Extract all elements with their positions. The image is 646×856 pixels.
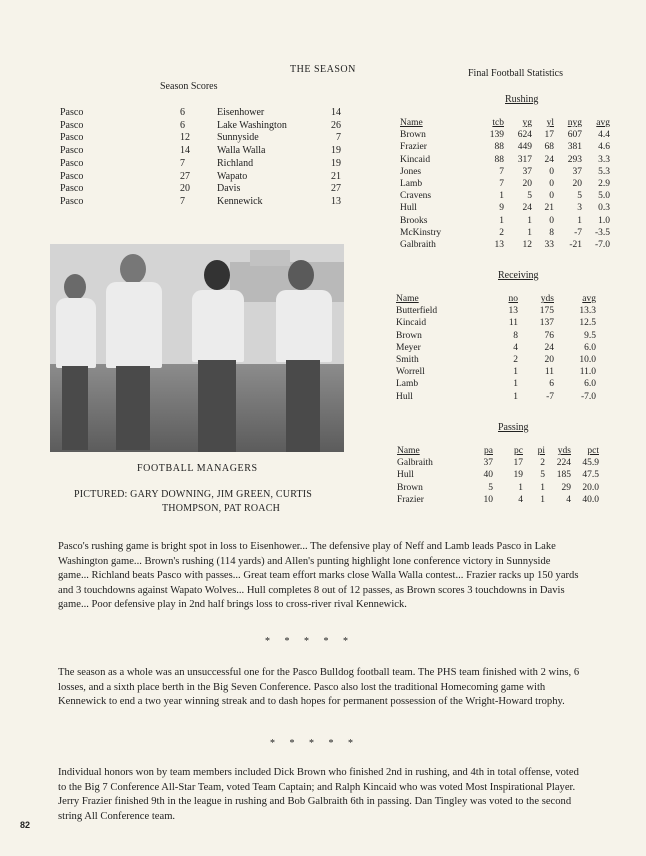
team-score-cell: 27: [180, 170, 190, 182]
team-score-cell: 6: [180, 107, 185, 118]
stat-cell: -7: [546, 391, 554, 402]
stat-cell: 175: [539, 306, 554, 317]
opponent-cell: Sunnyside: [217, 132, 259, 144]
score-row: [60, 132, 341, 145]
stat-cell: 6: [549, 379, 554, 390]
team-score-cell: 12: [180, 132, 190, 144]
stat-cell: 2: [499, 227, 504, 238]
stat-cell: 1: [527, 227, 532, 238]
player-name-cell: Galbraith: [400, 240, 436, 251]
season-summary-paragraph: The season as a whole was an unsuccessful one for the Pasco Bulldog football team. The PHS team finished with 2 wins, 6 losses, and a sixth place berth in the Big Seven Conference. Pasco also lost the traditional Homecoming game with Kennewick to end a two year winning streak and to dash hopes for permanent possession of the Wright-Howard trophy.: [58, 667, 580, 708]
table-row: [396, 366, 596, 378]
stat-cell: 5: [488, 482, 493, 493]
score-row: [60, 158, 341, 171]
player-name-cell: Brown: [397, 482, 423, 493]
team-cell: Pasco: [60, 107, 84, 118]
rushing-header-cell: yg: [522, 118, 532, 128]
stat-cell: 37: [572, 166, 582, 177]
rushing-header-cell: Name: [400, 118, 423, 128]
stat-cell: 20: [572, 179, 582, 190]
opponent-score-cell: 13: [331, 195, 341, 207]
score-row: [60, 196, 341, 209]
table-row: [397, 457, 599, 469]
stat-cell: 7: [499, 166, 504, 177]
stat-cell: 2: [513, 355, 518, 366]
table-row: [400, 227, 610, 239]
passing-header-cell: pi: [537, 446, 545, 456]
receiving-table: [396, 293, 596, 403]
stat-cell: 1.0: [598, 215, 610, 226]
opponent-cell: Walla Walla: [217, 145, 266, 157]
table-row: [397, 469, 599, 481]
stat-cell: 6.0: [584, 379, 596, 390]
stat-cell: 1: [499, 191, 504, 202]
stat-cell: 29: [561, 482, 571, 493]
stat-cell: 17: [544, 130, 554, 141]
stat-cell: 1: [518, 482, 523, 493]
opponent-score-cell: 7: [336, 132, 341, 144]
stat-cell: 13: [508, 306, 518, 317]
player-name-cell: Hull: [396, 391, 413, 402]
photo-caption-names: [74, 488, 312, 516]
opponent-score-cell: 27: [331, 183, 341, 195]
stat-cell: 33: [544, 240, 554, 251]
team-cell: Pasco: [60, 157, 84, 169]
stat-cell: 12: [522, 240, 532, 251]
player-name-cell: Frazier: [400, 142, 427, 153]
stat-cell: 1: [513, 367, 518, 378]
stat-cell: 185: [556, 470, 571, 481]
stat-cell: 1: [540, 482, 545, 493]
table-row: [400, 166, 610, 178]
game-summary-paragraph: Pasco's rushing game is bright spot in loss to Eisenhower... The defensive play of Neff and Lamb leads Pasco in Lake Washington game... Brown's rushing (114 yards) and Allen's punting highlight lone conference victory in Sunnyside game... Richland beats Pasco with passes... Great team effort marks close Walla Walla contest... Frazier racks up 150 yards and 3 touchdowns against Wapato Wolves... Hull completes 8 out of 12 passes, as Brown scores 3 touchdowns in Davis game... Poor defensive play in 2nd half brings loss to cross-river rival Kennewick.: [58, 541, 579, 611]
stats-title: Final Football Statistics: [468, 68, 564, 79]
stat-cell: 2.9: [598, 179, 610, 190]
rushing-header-cell: tcb: [492, 118, 504, 128]
player-name-cell: Butterfield: [396, 306, 438, 317]
table-row: [397, 482, 599, 494]
stat-cell: 4: [513, 342, 518, 353]
stat-cell: 13.3: [579, 306, 596, 317]
stat-cell: 5.3: [598, 166, 610, 177]
stat-cell: -3.5: [594, 227, 610, 238]
stat-cell: 12.5: [579, 318, 596, 329]
stat-cell: 11: [508, 318, 518, 329]
receiving-title: Receiving: [498, 270, 539, 281]
stat-cell: -21: [569, 240, 582, 251]
stat-cell: 3.3: [598, 154, 610, 165]
stat-cell: 40: [483, 470, 493, 481]
player-name-cell: Brown: [396, 330, 422, 341]
stat-cell: 5: [527, 191, 532, 202]
table-row: [396, 317, 596, 329]
receiving-header-cell: Name: [396, 294, 419, 304]
stat-cell: 11.0: [579, 367, 596, 378]
stat-cell: 449: [517, 142, 532, 153]
stat-cell: 607: [567, 130, 582, 141]
player-name-cell: Cravens: [400, 191, 432, 202]
stat-cell: 11: [544, 367, 554, 378]
stat-cell: 4.4: [598, 130, 610, 141]
stat-cell: 1: [513, 391, 518, 402]
team-cell: Pasco: [60, 195, 84, 207]
opponent-score-cell: 21: [331, 170, 341, 182]
stat-cell: 6.0: [584, 342, 596, 353]
player-name-cell: Jones: [400, 166, 422, 177]
opponent-cell: Lake Washington: [217, 119, 287, 131]
opponent-cell: Eisenhower: [217, 107, 265, 118]
team-cell: Pasco: [60, 132, 84, 144]
stat-cell: 37: [522, 166, 532, 177]
team-score-cell: 14: [180, 145, 190, 157]
table-row: [400, 202, 610, 214]
stat-cell: -7: [574, 227, 582, 238]
rushing-header-cell: avg: [596, 118, 610, 128]
stat-cell: 0: [549, 215, 554, 226]
stat-cell: 5.0: [598, 191, 610, 202]
receiving-header-cell: avg: [582, 294, 596, 304]
player-name-cell: Galbraith: [397, 458, 433, 469]
stat-cell: 139: [489, 130, 504, 141]
stat-cell: 24: [544, 342, 554, 353]
table-row: [400, 215, 610, 227]
stat-cell: 24: [522, 203, 532, 214]
score-row: [60, 145, 341, 158]
table-row: [396, 305, 596, 317]
player-name-cell: Kincaid: [396, 318, 427, 329]
stat-cell: 0.3: [598, 203, 610, 214]
passing-header-cell: Name: [397, 446, 420, 456]
stat-cell: -7.0: [594, 240, 610, 251]
stat-cell: 47.5: [582, 470, 599, 481]
table-row: [400, 141, 610, 153]
stat-cell: 4: [518, 494, 523, 505]
opponent-score-cell: 19: [331, 145, 341, 157]
stat-cell: 5: [540, 470, 545, 481]
stat-cell: 293: [567, 154, 582, 165]
stat-cell: 45.9: [582, 458, 599, 469]
stat-cell: 88: [494, 154, 504, 165]
stat-cell: 0: [549, 179, 554, 190]
stat-cell: 24: [544, 154, 554, 165]
table-row: [400, 190, 610, 202]
passing-table: [397, 445, 599, 506]
stat-cell: 4: [566, 494, 571, 505]
rushing-title: Rushing: [505, 94, 539, 105]
table-row: [396, 391, 596, 403]
opponent-score-cell: 14: [331, 107, 341, 118]
stat-cell: 3: [577, 203, 582, 214]
page-title: THE SEASON: [290, 64, 356, 75]
stat-cell: 68: [544, 142, 554, 153]
separator-stars: * * * * *: [265, 636, 354, 647]
table-row: [396, 378, 596, 390]
managers-photo: [50, 244, 344, 452]
score-row: [60, 171, 341, 184]
passing-header-cell: yds: [557, 446, 571, 456]
stat-cell: 1: [577, 215, 582, 226]
stat-cell: 224: [556, 458, 571, 469]
table-row: [400, 129, 610, 141]
opponent-cell: Richland: [217, 157, 254, 169]
table-row: [396, 342, 596, 354]
player-name-cell: Frazier: [397, 494, 424, 505]
stat-cell: 21: [544, 203, 554, 214]
stat-cell: 13: [494, 240, 504, 251]
stat-cell: 20.0: [582, 482, 599, 493]
player-name-cell: Worrell: [396, 367, 425, 378]
score-row: [60, 120, 341, 133]
caption-line-2: THOMPSON, PAT ROACH: [162, 503, 280, 514]
table-row: [400, 239, 610, 251]
stat-cell: 317: [517, 154, 532, 165]
table-row: [400, 154, 610, 166]
passing-header-cell: pc: [514, 446, 523, 456]
stat-cell: 19: [513, 470, 523, 481]
team-score-cell: 6: [180, 119, 185, 131]
separator-stars: * * * * *: [270, 738, 359, 749]
team-cell: Pasco: [60, 170, 84, 182]
stat-cell: 4.6: [598, 142, 610, 153]
stat-cell: 8: [513, 330, 518, 341]
receiving-header-cell: yds: [540, 294, 554, 304]
opponent-cell: Davis: [217, 183, 241, 195]
team-score-cell: 20: [180, 183, 190, 195]
season-scores-table: [60, 107, 341, 209]
stat-cell: 1: [499, 215, 504, 226]
photo-caption-title: FOOTBALL MANAGERS: [137, 463, 258, 474]
score-row: [60, 107, 341, 120]
rushing-header-cell: nyg: [567, 118, 582, 128]
stat-cell: 137: [539, 318, 554, 329]
player-name-cell: Brooks: [400, 215, 428, 226]
opponent-cell: Kennewick: [217, 195, 263, 207]
player-name-cell: McKinstry: [400, 227, 442, 238]
player-name-cell: Smith: [396, 355, 419, 366]
stat-cell: 20: [522, 179, 532, 190]
player-name-cell: Hull: [397, 470, 414, 481]
stat-cell: 76: [544, 330, 554, 341]
stat-cell: 40.0: [582, 494, 599, 505]
passing-title: Passing: [498, 422, 529, 433]
stat-cell: 37: [483, 458, 493, 469]
opponent-score-cell: 19: [331, 157, 341, 169]
stat-cell: 10: [483, 494, 493, 505]
player-name-cell: Meyer: [396, 342, 421, 353]
team-score-cell: 7: [180, 195, 185, 207]
stat-cell: 9.5: [584, 330, 596, 341]
table-row: [400, 178, 610, 190]
score-row: [60, 183, 341, 196]
opponent-cell: Wapato: [217, 170, 248, 182]
stat-cell: 1: [513, 379, 518, 390]
stat-cell: 8: [549, 227, 554, 238]
player-name-cell: Brown: [400, 130, 426, 141]
stat-cell: 17: [513, 458, 523, 469]
player-name-cell: Lamb: [400, 179, 423, 190]
stat-cell: 381: [567, 142, 582, 153]
rushing-table: [400, 117, 610, 251]
team-cell: Pasco: [60, 145, 84, 157]
stat-cell: 624: [517, 130, 532, 141]
team-score-cell: 7: [180, 157, 185, 169]
team-cell: Pasco: [60, 119, 84, 131]
passing-header-cell: pct: [587, 446, 599, 456]
stat-cell: 20: [544, 355, 554, 366]
stat-cell: 88: [494, 142, 504, 153]
table-row: [396, 330, 596, 342]
passing-header-cell: pa: [484, 446, 493, 456]
opponent-score-cell: 26: [331, 119, 341, 131]
stat-cell: 9: [499, 203, 504, 214]
scores-title: Season Scores: [160, 81, 218, 92]
honors-paragraph: Individual honors won by team members included Dick Brown who finished 2nd in rushing, and 4th in total offense, voted to the Big 7 Conference All-Star Team, voted Team Captain; and Ralph Kincaid who was voted Most Inspirational Player. Jerry Frazier finished 9th in the league in rushing and Bob Galbraith 6th in passing. Dan Tingley was voted to the second string All Conference team.: [58, 767, 579, 822]
stat-cell: 0: [549, 191, 554, 202]
stat-cell: -7.0: [580, 391, 596, 402]
stat-cell: 1: [527, 215, 532, 226]
player-name-cell: Lamb: [396, 379, 419, 390]
receiving-header-cell: no: [508, 294, 518, 304]
team-cell: Pasco: [60, 183, 84, 195]
stat-cell: 10.0: [579, 355, 596, 366]
stat-cell: 7: [499, 179, 504, 190]
stat-cell: 5: [577, 191, 582, 202]
table-row: [397, 494, 599, 506]
stat-cell: 0: [549, 166, 554, 177]
stat-cell: 2: [540, 458, 545, 469]
stat-cell: 1: [540, 494, 545, 505]
player-name-cell: Kincaid: [400, 154, 431, 165]
player-name-cell: Hull: [400, 203, 417, 214]
caption-line-1: PICTURED: GARY DOWNING, JIM GREEN, CURTIS: [74, 489, 313, 500]
page-number: 82: [20, 820, 31, 830]
rushing-header-cell: yl: [546, 118, 554, 128]
table-row: [396, 354, 596, 366]
